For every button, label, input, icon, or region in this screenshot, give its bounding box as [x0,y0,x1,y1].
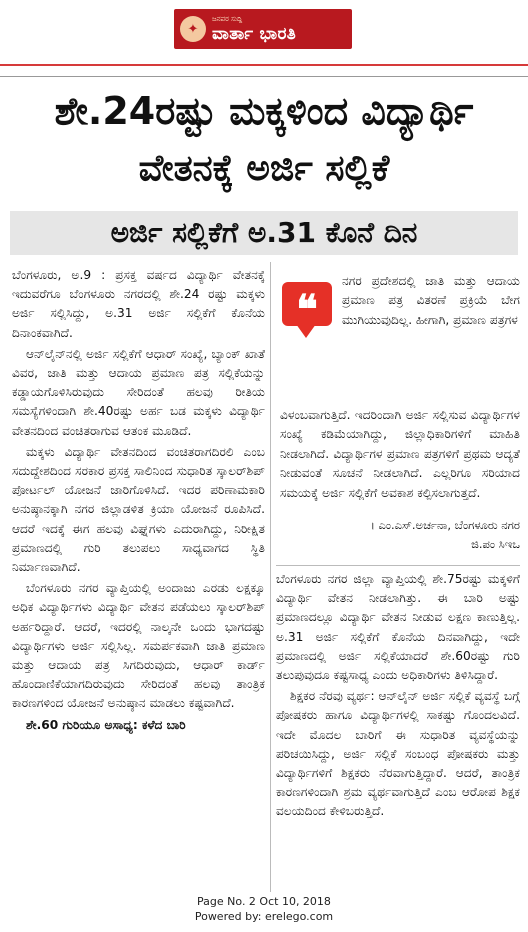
quote-divider [276,565,520,566]
column-divider [270,262,271,892]
headline-line-2: ವೇತನಕ್ಕೆ ಅರ್ಜಿ ಸಲ್ಲಿಕೆ [138,148,390,189]
quote-icon-tail [296,324,316,338]
logo-text [212,15,296,44]
powered-by-link[interactable]: Powered by: erelego.com [194,910,334,923]
article-paragraph: ಬೆಂಗಳೂರು, ಅ.9 : ಪ್ರಸಕ್ತ ವರ್ಷದ ವಿದ್ಯಾರ್ಥಿ ವೇತನಕ್ಕೆ ಇದುವರೆಗೂ ಬೆಂಗಳೂರು ನಗರದಲ್ಲಿ ಶೇ.24 ರಷ್ಟು ಮಕ್ಕಳು ಅರ್ಜಿ ಸಲ್ಲಿಸಿದ್ದು, ಅ.31 ಅರ್ಜಿ ಸಲ್ಲಿಕೆಗೆ ಕೊನೆಯ ದಿನಾಂಕವಾಗಿದೆ. [12,268,265,340]
masthead-divider [0,64,528,66]
logo-tagline: ಜನಪರ ಸುದ್ದಿ [212,14,243,23]
article-paragraph: ಮಕ್ಕಳು ವಿದ್ಯಾರ್ಥಿ ವೇತನದಿಂದ ವಂಚಿತರಾಗದಿರಲಿ ಎಂಬ ಸದುದ್ದೇಶದಿಂದ ಸರಕಾರ ಪ್ರಸಕ್ತ ಸಾಲಿನಿಂದ ಸುಧಾರಿತ ಸ್ಕಾಲರ್‌ಶಿಪ್ ಪೋರ್ಟಲ್ ಯೋಜನೆ ಜಾರಿಗೊಳಿಸಿದೆ. ಇದರ ಪರಿಣಾಮಕಾರಿ ಅನುಷ್ಠಾನಕ್ಕಾಗಿ ನಗರ ಜಿಲ್ಲಾಡಳಿತ ಕ್ರಿಯಾ ಯೋಜನೆ ರೂಪಿಸಿದೆ. ಆದರೆ ಇದಕ್ಕೆ ಈಗ ಹಲವು ವಿಘ್ನಗಳು ಎದುರಾಗಿದ್ದು, ನಿರೀಕ್ಷಿತ ಪ್ರಮಾಣದಲ್ಲಿ ಗುರಿ ತಲುಪಲು ಸಾಧ್ಯವಾಗದ ಸ್ಥಿತಿ ನಿರ್ಮಾಣವಾಗಿದೆ. [12,444,265,575]
attribution-line-1: । ಎಂ.ಎಸ್.ಅರ್ಚನಾ, ಬೆಂಗಳೂರು ನಗರ [370,518,520,532]
quote-text-bottom: ವಿಳಂಬವಾಗುತ್ತಿದೆ. ಇದರಿಂದಾಗಿ ಅರ್ಜಿ ಸಲ್ಲಿಸುವ ವಿದ್ಯಾರ್ಥಿಗಳ ಸಂಖ್ಯೆ ಕಡಿಮೆಯಾಗಿದ್ದು, ಜಿಲ್ಲಾಧಿಕಾರಿಗಳಿಗೆ ಮಾಹಿತಿ ನೀಡಲಾಗಿದೆ. ವಿದ್ಯಾರ್ಥಿಗಳ ಪ್ರಮಾಣ ಪತ್ರಗಳಿಗೆ ಪ್ರಥಮ ಆದ್ಯತೆ ನೀಡುವಂತೆ ಸೂಚನೆ ನೀಡಲಾಗಿದೆ. ಎಲ್ಲರಿಗೂ ಸರಿಯಾದ ಸಮಯಕ್ಕೆ ಅರ್ಜಿ ಸಲ್ಲಿಕೆಗೆ ಅವಕಾಶ ಕಲ್ಪಿಸಲಾಗುತ್ತದೆ. [280,408,520,500]
lamp-emblem-icon: ✦ [180,16,206,42]
quote-attribution [306,516,520,554]
headline-line-1: ಶೇ.24ರಷ್ಟು ಮಕ್ಕಳಿಂದ ವಿದ್ಯಾರ್ಥಿ [54,89,474,133]
article-paragraph: ಬೆಂಗಳೂರು ನಗರ ಜಿಲ್ಲಾ ವ್ಯಾಪ್ತಿಯಲ್ಲಿ ಶೇ.75ರಷ್ಟು ಮಕ್ಕಳಿಗೆ ವಿದ್ಯಾರ್ಥಿ ವೇತನ ನೀಡಲಾಗಿತ್ತು. ಈ ಬಾರಿ ಅಷ್ಟು ಪ್ರಮಾಣದಲ್ಲೂ ವಿದ್ಯಾರ್ಥಿ ವೇತನ ನೀಡುವ ಲಕ್ಷಣ ಕಾಣುತ್ತಿಲ್ಲ. ಅ.31 ಅರ್ಜಿ ಸಲ್ಲಿಕೆಗೆ ಕೊನೆಯ ದಿನವಾಗಿದ್ದು, ಇದೇ ಪ್ರಮಾಣದಲ್ಲಿ ಅರ್ಜಿ ಸಲ್ಲಿಕೆಯಾದರೆ ಶೇ.60ರಷ್ಟು ಗುರಿ ತಲುಪುವುದೂ ಕಷ್ಟಸಾಧ್ಯ ಎಂದು ಅಧಿಕಾರಿಗಳು ತಿಳಿಸಿದ್ದಾರೆ. [276,572,520,683]
logo-name: ವಾರ್ತಾ ಭಾರತಿ [212,23,297,44]
attribution-line-2: ಜಿ.ಪಂ ಸಿಇಒ [471,537,520,551]
article-paragraph: ಶೇ.60 ಗುರಿಯೂ ಅಸಾಧ್ಯ: ಕಳೆದ ಬಾರಿ [26,717,186,732]
masthead [0,0,528,62]
pull-quote [276,266,520,562]
left-article-column [12,266,265,896]
page-footer [0,894,528,924]
newspaper-logo[interactable] [174,9,352,49]
subheadline: ಅರ್ಜಿ ಸಲ್ಲಿಕೆಗೆ ಅ.31 ಕೊನೆ ದಿನ [10,211,518,255]
page-info: Page No. 2 Oct 10, 2018 [197,895,331,908]
quote-text-top: ನಗರ ಪ್ರದೇಶದಲ್ಲಿ ಜಾತಿ ಮತ್ತು ಆದಾಯ ಪ್ರಮಾಣ ಪತ್ರ ವಿತರಣೆ ಪ್ರಕ್ರಿಯೆ ಬೇಗ ಮುಗಿಯುವುದಿಲ್ಲ. ಹೀಗಾಗಿ, ಪ್ರಮಾಣ ಪತ್ರಗಳ [342,274,520,327]
quote-icon: ❝ [282,282,332,326]
right-article-column [276,570,520,890]
header-divider [0,76,528,77]
article-paragraph: ಆನ್‌ಲೈನ್‌ನಲ್ಲಿ ಅರ್ಜಿ ಸಲ್ಲಿಕೆಗೆ ಆಧಾರ್ ಸಂಖ್ಯೆ, ಬ್ಯಾಂಕ್ ಖಾತೆ ವಿವರ, ಜಾತಿ ಮತ್ತು ಆದಾಯ ಪ್ರಮಾಣ ಪತ್ರ ಸಲ್ಲಿಕೆಯನ್ನು ಕಡ್ಡಾಯಗೊಳಿಸಿರುವುದು ಸೇರಿದಂತೆ ಹಲವು ರೀತಿಯ ಸಮಸ್ಯೆಗಳಿಂದಾಗಿ ಶೇ.40ರಷ್ಟು ಅರ್ಹ ಬಡ ಮಕ್ಕಳು ವಿದ್ಯಾರ್ಥಿ ವೇತನದಿಂದ ವಂಚಿತರಾಗುವ ಆತಂಕ ಮೂಡಿದೆ. [12,346,265,438]
article-paragraph: ಬೆಂಗಳೂರು ನಗರ ವ್ಯಾಪ್ತಿಯಲ್ಲಿ ಅಂದಾಜು ಎರಡು ಲಕ್ಷಕ್ಕೂ ಅಧಿಕ ವಿದ್ಯಾರ್ಥಿಗಳು ವಿದ್ಯಾರ್ಥಿ ವೇತನ ಪಡೆಯಲು ಸ್ಕಾಲರ್‌ಶಿಪ್ ಅರ್ಹರಿದ್ದಾರೆ. ಆದರೆ, ಇದರಲ್ಲಿ ನಾಲ್ಕನೇ ಒಂದು ಭಾಗದಷ್ಟು ವಿದ್ಯಾರ್ಥಿಗಳು ಅರ್ಜಿ ಸಲ್ಲಿಸಿಲ್ಲ. ಸಮರ್ಪಕವಾಗಿ ಜಾತಿ ಪ್ರಮಾಣ ಮತ್ತು ಆದಾಯ ಪತ್ರ ಸಿಗದಿರುವುದು, ಆಧಾರ್ ಕಾರ್ಡ್ ಹೊಂದಾಣಿಕೆಯಾಗದಿರುವುದು ಸೇರಿದಂತೆ ಹಲವು ತಾಂತ್ರಿಕ ಕಾರಣಗಳಿಂದ ಯೋಜನೆ ಅನುಷ್ಠಾನ ಮಾಡಲು ಕಷ್ಟವಾಗಿದೆ. [12,581,265,711]
article-paragraph: ಶಿಕ್ಷಕರ ನೆರವು ವ್ಯರ್ಥ: ಆನ್‌ಲೈನ್ ಅರ್ಜಿ ಸಲ್ಲಿಕೆ ವ್ಯವಸ್ಥೆ ಬಗ್ಗೆ ಪೋಷಕರು ಹಾಗೂ ವಿದ್ಯಾರ್ಥಿಗಳಲ್ಲಿ ಸಾಕಷ್ಟು ಗೊಂದಲವಿದೆ. ಇದೇ ಮೊದಲ ಬಾರಿಗೆ ಈ ಸುಧಾರಿತ ವ್ಯವಸ್ಥೆಯನ್ನು ಪರಿಚಯಿಸಿದ್ದು, ಅರ್ಜಿ ಸಲ್ಲಿಕೆ ಸಂಬಂಧ ಪೋಷಕರು ಮತ್ತು ವಿದ್ಯಾರ್ಥಿಗಳಿಗೆ ಶಿಕ್ಷಕರು ನೆರವಾಗುತ್ತಿದ್ದಾರೆ. ಆದರೆ, ತಾಂತ್ರಿಕ ಕಾರಣಗಳಿಂದಾಗಿ ಶ್ರಮ ವ್ಯರ್ಥವಾಗುತ್ತಿದೆ ಎಂಬ ಆರೋಪ ಶಿಕ್ಷಕ ವಲಯದಿಂದ ಕೇಳಿಬರುತ್ತಿದೆ. [276,689,520,819]
